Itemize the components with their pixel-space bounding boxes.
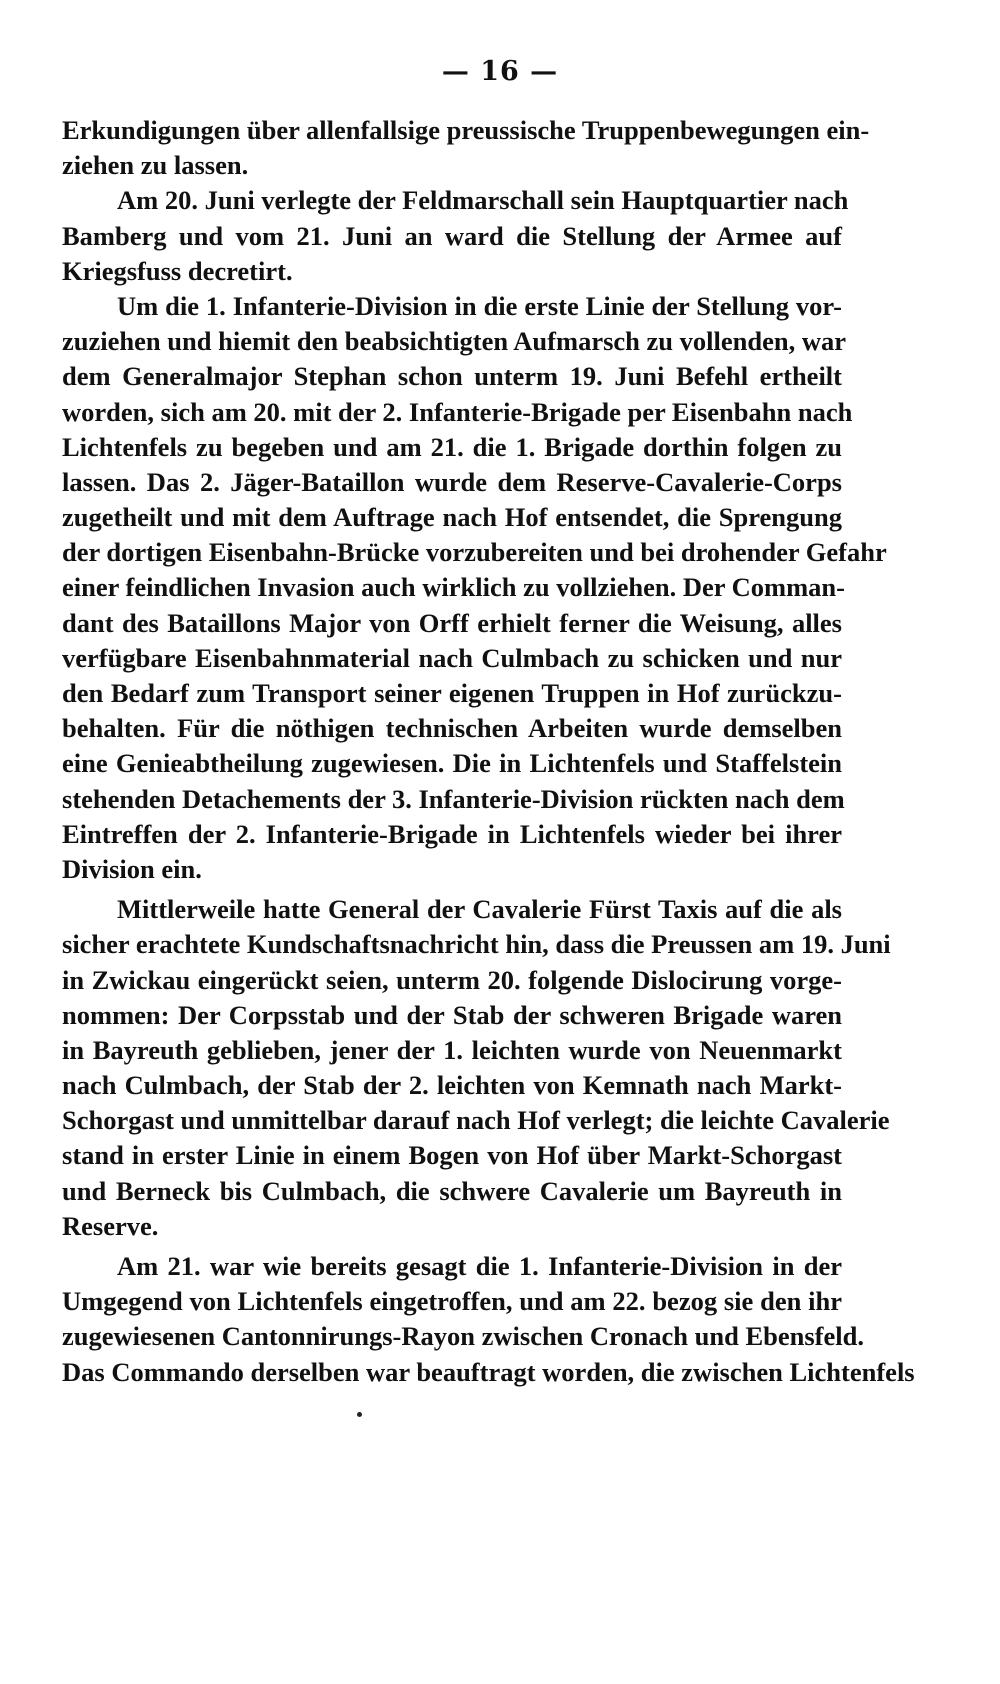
- text-line: und Berneck bis Culmbach, die schwere Cavalerie um Bayreuth in: [62, 1175, 842, 1206]
- text-line: einer feindlichen Invasion auch wirklich zu vollziehen. Der Comman-: [62, 572, 845, 603]
- text-line: den Bedarf zum Transport seiner eigenen Truppen in Hof zurückzu-: [62, 678, 842, 708]
- text-line: dem Generalmajor Stephan schon unterm 19. Juni Befehl ertheilt: [62, 361, 842, 392]
- text-line: in Bayreuth geblieben, jener der 1. leichten wurde von Neuenmarkt: [62, 1034, 842, 1065]
- text-line: ziehen zu lassen.: [62, 150, 249, 181]
- text-line: Lichtenfels zu begeben und am 21. die 1. Brigade dorthin folgen zu: [62, 431, 842, 462]
- text-line: Bamberg und vom 21. Juni an ward die Stellung der Armee auf: [62, 220, 842, 251]
- text-line: sicher erachtete Kundschaftsnachricht hin, dass die Preussen am 19. Juni: [62, 929, 891, 960]
- paragraph: [62, 183, 849, 289]
- ink-dot: [357, 1412, 362, 1417]
- text-line: stand in erster Linie in einem Bogen von Hof über Markt-Schorgast: [62, 1140, 842, 1171]
- text-line: Am 20. Juni verlegte der Feldmarschall sein Hauptquartier nach: [117, 185, 849, 216]
- text-line: Umgegend von Lichtenfels eingetroffen, und am 22. bezog sie den ihr: [62, 1286, 842, 1317]
- text-line: Um die 1. Infanterie-Division in die erste Linie der Stellung vor-: [117, 290, 842, 321]
- text-line: Division ein.: [62, 853, 202, 884]
- text-line: Reserve.: [62, 1210, 159, 1241]
- text-line: Erkundigungen über allenfallsige preussische Truppenbewegungen ein-: [62, 115, 870, 145]
- text-line: Das Commando derselben war beauftragt worden, die zwischen Lichtenfels: [62, 1356, 915, 1387]
- text-line: Mittlerweile hatte General der Cavalerie Fürst Taxis auf die als: [117, 894, 842, 925]
- text-line: verfügbare Eisenbahnmaterial nach Culmbach zu schicken und nur: [62, 642, 842, 673]
- text-line: in Zwickau eingerückt seien, unterm 20. folgende Dislocirung vorge-: [62, 964, 842, 995]
- text-line: lassen. Das 2. Jäger-Bataillon wurde dem Reserve-Cavalerie-Corps: [62, 466, 842, 497]
- text-line: Eintreffen der 2. Infanterie-Brigade in Lichtenfels wieder bei ihrer: [62, 818, 842, 849]
- text-line: zugetheilt und mit dem Auftrage nach Hof entsendet, die Sprengung: [62, 502, 842, 533]
- text-line: zugewiesenen Cantonnirungs-Rayon zwischen Cronach und Ebensfeld.: [62, 1321, 864, 1352]
- text-line: behalten. Für die nöthigen technischen Arbeiten wurde demselben: [62, 713, 842, 744]
- paragraph: [62, 1249, 915, 1390]
- text-line: stehenden Detachements der 3. Infanterie-Division rückten nach dem: [62, 783, 845, 814]
- body-text: [62, 113, 915, 1390]
- page-number: — 16 —: [441, 56, 559, 87]
- text-line: zuziehen und hiemit den beabsichtigten Aufmarsch zu vollenden, war: [62, 326, 847, 357]
- paragraph: [62, 113, 870, 183]
- text-line: nommen: Der Corpsstab und der Stab der schweren Brigade waren: [62, 999, 842, 1030]
- text-line: worden, sich am 20. mit der 2. Infanterie-Brigade per Eisenbahn nach: [62, 396, 853, 427]
- paragraph: [62, 289, 887, 887]
- text-line: nach Culmbach, der Stab der 2. leichten von Kemnath nach Markt-: [62, 1070, 842, 1101]
- text-line: Am 21. war wie bereits gesagt die 1. Infanterie-Division in der: [117, 1251, 842, 1281]
- text-line: Schorgast und unmittelbar darauf nach Hof verlegt; die leichte Cavalerie: [62, 1105, 890, 1136]
- text-line: Kriegsfuss decretirt.: [62, 255, 293, 286]
- text-line: eine Genieabtheilung zugewiesen. Die in Lichtenfels und Staffelstein: [62, 748, 842, 779]
- paragraph: [62, 892, 891, 1244]
- text-line: der dortigen Eisenbahn-Brücke vorzubereiten und bei drohender Gefahr: [62, 537, 887, 568]
- text-line: dant des Bataillons Major von Orff erhielt ferner die Weisung, alles: [62, 607, 842, 638]
